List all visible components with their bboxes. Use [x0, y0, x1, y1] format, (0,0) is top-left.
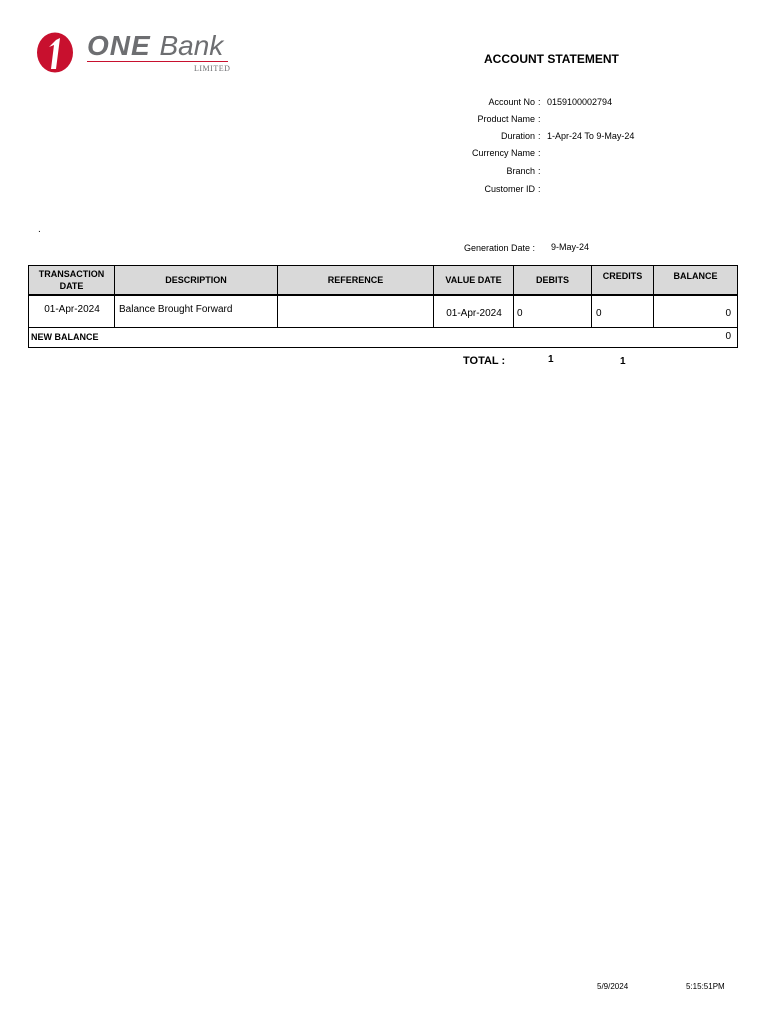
table-cell: [277, 295, 433, 328]
cell-debits: 0: [517, 308, 523, 319]
header-balance: BALANCE: [653, 265, 738, 295]
duration-value: 1-Apr-24 To 9-May-24: [547, 131, 635, 141]
logo-underline: [87, 61, 228, 62]
colon: :: [538, 97, 541, 107]
cell-value-date: 01-Apr-2024: [446, 308, 502, 319]
generation-date-label: Generation Date :: [464, 243, 536, 253]
transactions-table: [28, 265, 738, 348]
header-reference: REFERENCE: [277, 265, 434, 295]
table-cell: [591, 295, 653, 328]
currency-name-label: Currency Name: [471, 148, 535, 158]
bank-name: [87, 30, 223, 62]
cell-description: Balance Brought Forward: [119, 304, 233, 315]
branch-label: Branch: [506, 166, 535, 176]
colon: :: [538, 131, 541, 141]
total-credits: 1: [620, 356, 626, 367]
colon: :: [538, 148, 541, 158]
header-transaction-date: TRANSACTION DATE: [28, 265, 115, 295]
cell-credits: 0: [596, 308, 602, 319]
table-cell: [433, 295, 513, 328]
dot-marker: .: [38, 224, 41, 235]
footer-time: 5:15:51PM: [686, 982, 725, 991]
bank-subtitle: LIMITED: [194, 64, 231, 73]
new-balance-value: 0: [725, 331, 731, 342]
table-cell: [114, 295, 277, 328]
header-credits: CREDITS: [591, 265, 654, 295]
colon: :: [538, 166, 541, 176]
product-name-label: Product Name: [477, 114, 535, 124]
new-balance-label: NEW BALANCE: [31, 332, 99, 342]
bank-name-bank: Bank: [159, 30, 224, 61]
generation-date-value: 9-May-24: [551, 242, 590, 252]
header-debits: DEBITS: [513, 265, 592, 295]
account-no-label: Account No: [488, 97, 535, 107]
colon: :: [538, 184, 541, 194]
table-cell: [513, 295, 591, 328]
total-debits: 1: [548, 354, 554, 365]
account-no-value: 0159100002794: [547, 97, 613, 107]
bank-logo-icon: [36, 32, 74, 73]
header-value-date: VALUE DATE: [433, 265, 514, 295]
statement-title: ACCOUNT STATEMENT: [484, 52, 619, 66]
table-row: [28, 295, 114, 328]
cell-transaction-date: 01-Apr-2024: [44, 304, 100, 315]
bank-name-one: ONE: [87, 30, 151, 61]
duration-label: Duration: [500, 131, 535, 141]
colon: :: [538, 114, 541, 124]
total-label: TOTAL :: [463, 355, 506, 367]
footer-date: 5/9/2024: [597, 982, 629, 991]
table-cell: [653, 295, 738, 328]
cell-balance: 0: [725, 308, 731, 319]
customer-id-label: Customer ID: [484, 184, 535, 194]
new-balance-row: [28, 328, 738, 348]
header-description: DESCRIPTION: [114, 265, 278, 295]
